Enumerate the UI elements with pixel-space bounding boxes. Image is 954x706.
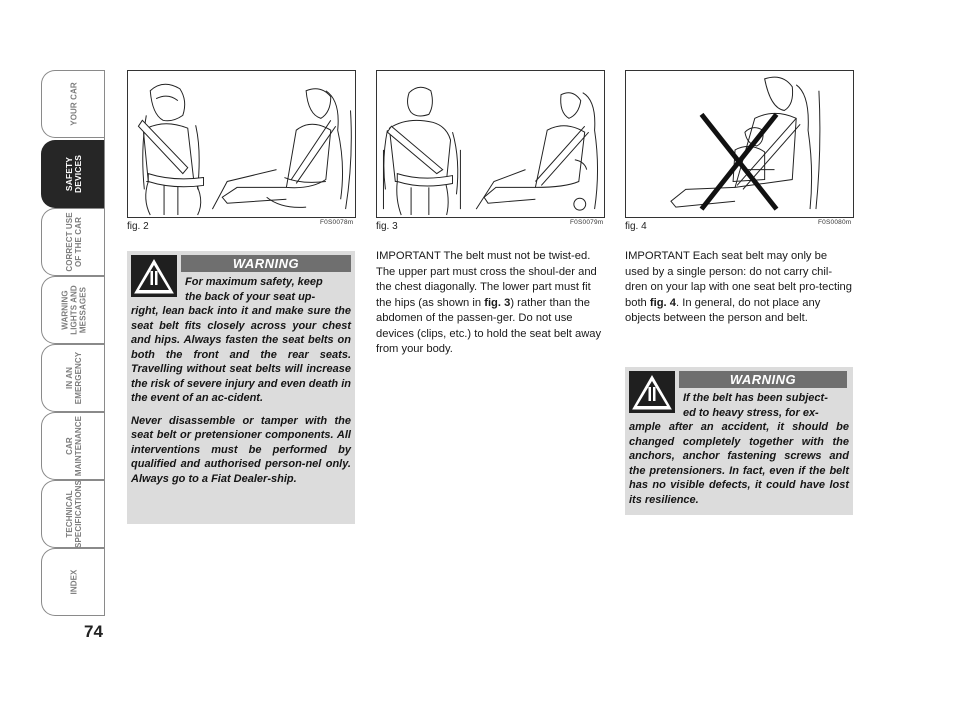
sidebar-tab-car-maintenance[interactable] xyxy=(41,412,105,480)
warning-box-belt-stress xyxy=(625,367,853,515)
sidebar-tab-label: WARNING LIGHTS AND MESSAGES xyxy=(60,285,87,335)
sidebar-tab-label: INDEX xyxy=(69,569,78,595)
sidebar-tab-index[interactable] xyxy=(41,548,105,616)
sidebar-tab-in-an-emergency[interactable] xyxy=(41,344,105,412)
warning-title: WARNING xyxy=(181,255,351,272)
figure-seat-belt-position xyxy=(376,70,605,218)
sidebar-tab-your-car[interactable] xyxy=(41,70,105,138)
figure-code: F0S0078m xyxy=(320,219,354,226)
figure-caption: fig. 4 xyxy=(625,221,647,232)
sidebar-tab-technical-specifications[interactable] xyxy=(41,480,105,548)
figure-code: F0S0080m xyxy=(818,219,852,226)
warning-text xyxy=(131,275,351,486)
text-part: IMPORTANT Each seat belt may only be used by a single person: do not carry chil-dren on your lap with one seat belt pro-tecting both xyxy=(625,250,852,309)
figure-reference: fig. 4 xyxy=(649,296,676,309)
important-belt-position-text xyxy=(376,249,605,358)
child-on-lap-illustration xyxy=(626,71,853,217)
figure-child-on-lap-prohibited xyxy=(625,70,854,218)
warning-title: WARNING xyxy=(679,371,847,388)
warning-line: For maximum safety, keep xyxy=(185,276,323,288)
sidebar-tab-label: CORRECT USE OF THE CAR xyxy=(64,212,83,272)
warning-paragraph: right, lean back into it and make sure the seat belt fits closely across your chest and hips. Always fasten the seat belts on both the front and the rear seats. Travelling without seat belts will increase the risk of severe injury and even death in the event of an ac-cident. xyxy=(131,305,351,404)
sidebar-tab-label: IN AN EMERGENCY xyxy=(64,351,83,405)
text-part: IMPORTANT The belt must not be twist-ed. The upper part must cross the shoul-der and the chest diagonally. The lower part must fit the hips (as shown in xyxy=(376,250,597,309)
seat-belt-position-illustration xyxy=(377,71,604,217)
warning-text xyxy=(629,391,849,507)
sidebar-tab-label: TECHNICAL SPECIFICATIONS xyxy=(64,480,83,548)
text-part: . In general, do not place any objects between the person and belt. xyxy=(625,296,821,324)
sidebar-tab-label: SAFETY DEVICES xyxy=(63,154,83,194)
sidebar-divider xyxy=(104,70,105,616)
sidebar-tab-warning-lights[interactable] xyxy=(41,276,105,344)
sidebar-tab-correct-use[interactable] xyxy=(41,208,105,276)
important-single-person-text xyxy=(625,249,854,327)
warning-line: the back of your seat up- xyxy=(185,290,316,303)
warning-line: If the belt has been subject- xyxy=(683,392,828,404)
seat-belt-illustration xyxy=(128,71,355,217)
sidebar-tab-safety-devices[interactable] xyxy=(41,140,105,208)
text-part: ) rather than the abdomen of the passen-ger. Do not use devices (clips, etc.) to hold the seat belt away from your body. xyxy=(376,296,602,355)
page-number: 74 xyxy=(84,622,103,641)
warning-line: ed to heavy stress, for ex- xyxy=(683,406,819,419)
warning-paragraph: ample after an accident, it should be changed completely together with the anchors, anchor fastening screws and the pretensioners. In fact, even if the belt has no visible defects, it could have lost its resilience. xyxy=(629,421,849,506)
sidebar-tab-label: YOUR CAR xyxy=(69,82,78,126)
sidebar-tab-label: CAR MAINTENANCE xyxy=(64,415,83,477)
figure-seat-belt-correct xyxy=(127,70,356,218)
figure-caption: fig. 2 xyxy=(127,221,149,232)
figure-caption: fig. 3 xyxy=(376,221,398,232)
figure-code: F0S0079m xyxy=(570,219,604,226)
figure-reference: fig. 3 xyxy=(484,296,511,309)
warning-paragraph-2: Never disassemble or tamper with the seat belt or pretensioner components. All interventions must be performed by qualified and authorised person-nel only. Always go to a Fiat Dealer-ship. xyxy=(131,414,351,485)
warning-box-safety xyxy=(127,251,355,524)
